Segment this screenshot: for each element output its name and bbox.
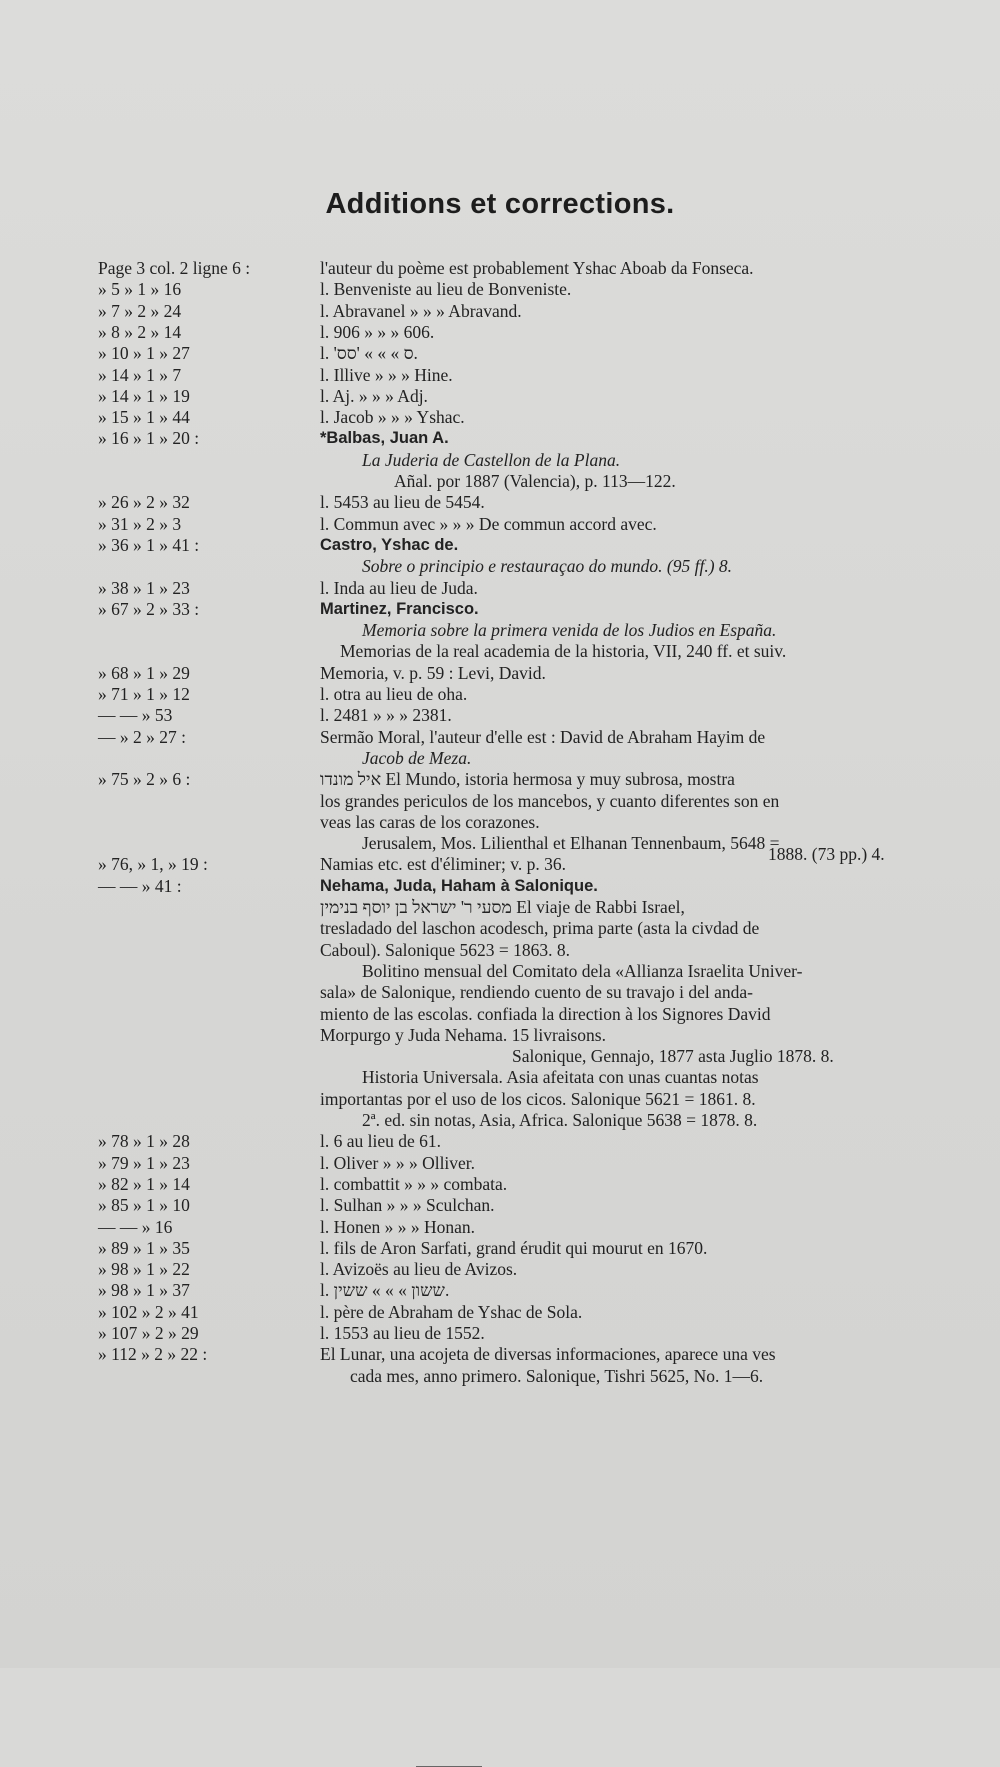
correction-text: l. Sulhan » » » Sculchan. [320,1195,495,1216]
correction-reference: » 5 » 1 » 16 [98,279,182,300]
correction-text: l. Abravanel » » » Abravand. [320,300,522,321]
correction-text: Bolitino mensual del Comitato dela «Allianza Israelita Univer- [362,960,803,981]
correction-reference: » 71 » 1 » 12 [98,684,190,704]
correction-line [98,640,958,662]
correction-line [98,342,958,364]
correction-reference: » 38 » 1 » 23 [98,577,190,598]
correction-line [98,1343,958,1365]
correction-text: l'auteur du poème est probablement Yshac Aboab da Fonseca. [320,258,754,278]
correction-reference: » 85 » 1 » 10 [98,1195,190,1216]
correction-reference: » 102 » 2 » 41 [98,1301,199,1322]
correction-line [98,491,958,513]
correction-line [98,513,958,535]
correction-line [98,981,958,1003]
correction-line [98,534,958,556]
correction-text: l. Commun avec » » » De commun accord avec. [320,513,657,534]
correction-text: l. Jacob » » » Yshac. [320,407,465,428]
correction-text: l. Oliver » » » Olliver. [320,1152,476,1173]
correction-reference: » 75 » 2 » 6 : [98,769,191,790]
correction-text: miento de las escolas. confiada la direction à los Signores David [320,1003,771,1024]
correction-text: l. Benveniste au lieu de Bonveniste. [320,279,572,300]
correction-text: tresladado del laschon acodesch, prima parte (asta la civdad de [320,918,760,939]
correction-line [98,385,958,407]
correction-text: l. 'ס » » » 'סס. [320,343,418,364]
correction-line [98,1088,958,1110]
correction-reference: » 82 » 1 » 14 [98,1173,190,1194]
correction-line [98,1216,958,1238]
correction-reference: » 31 » 2 » 3 [98,513,182,534]
correction-text: l. Aj. » » » Adj. [320,385,428,406]
correction-line [98,790,958,812]
correction-line [98,1194,958,1216]
correction-reference: » 89 » 1 » 35 [98,1237,190,1258]
correction-reference: » 7 » 2 » 24 [98,300,182,321]
correction-text: l. fils de Aron Sarfati, grand érudit qui mourut en 1670. [320,1237,708,1258]
correction-reference: » 98 » 1 » 22 [98,1259,190,1280]
correction-line [98,1301,958,1323]
correction-text: l. 906 » » » 606. [320,321,435,342]
correction-text: l. combattit » » » combata. [320,1173,508,1194]
correction-line [98,1024,958,1046]
correction-text: l. Illive » » » Hine. [320,364,453,385]
correction-text: El Lunar, una acojeta de diversas informaciones, aparece una ves [320,1344,776,1365]
correction-reference: Page 3 col. 2 ligne 6 : [98,258,251,278]
correction-text: Memoria, v. p. 59 : Levi, David. [320,662,546,683]
correction-text: Namias etc. est d'éliminer; v. p. 36. [320,854,566,875]
correction-reference: » 112 » 2 » 22 : [98,1344,208,1365]
correction-text: Memoria sobre la primera venida de los Judios en España. [362,620,777,641]
correction-text: *Balbas, Juan A. [320,429,449,448]
correction-line [98,1109,958,1131]
correction-reference: » 67 » 2 » 33 : [98,598,200,619]
correction-reference: — — » 53 [98,705,173,726]
correction-reference: » 14 » 1 » 19 [98,385,190,406]
correction-text: l. 1553 au lieu de 1552. [320,1323,485,1343]
correction-line [98,1130,958,1152]
correction-text: Morpurgo y Juda Nehama. 15 livraisons. [320,1024,606,1045]
correction-text: La Juderia de Castellon de la Plana. [362,449,621,470]
correction-reference: » 76, » 1, » 19 : [98,854,208,875]
correction-line [98,1322,958,1344]
correction-text: איל מונדו El Mundo, istoria hermosa y muy subrosa, mostra [320,769,735,790]
correction-line [98,704,958,726]
correction-line [98,747,958,769]
correction-text: Añal. por 1887 (Valencia), p. 113—122. [394,471,676,491]
correction-reference: » 107 » 2 » 29 [98,1323,199,1343]
page-title: Additions et corrections. [325,188,675,220]
correction-line [98,1066,958,1088]
correction-reference: — — » 41 : [98,875,182,896]
correction-line [98,1173,958,1195]
correction-reference: » 98 » 1 » 37 [98,1280,190,1301]
correction-text: Sobre o principio e restauraçao do mundo. (95 ff.) 8. [362,556,733,577]
correction-extra: 1888. (73 pp.) 4. [768,844,885,865]
correction-line [98,300,958,322]
correction-line [98,939,958,961]
correction-text: veas las caras de los corazones. [320,811,540,832]
correction-text: l. père de Abraham de Yshac de Sola. [320,1301,583,1322]
correction-text: Martinez, Francisco. [320,599,479,618]
correction-reference: » 8 » 2 » 14 [98,321,182,342]
correction-line [98,470,958,492]
correction-text: Nehama, Juda, Haham à Salonique. [320,876,598,895]
correction-line [98,1279,958,1301]
correction-text: sala» de Salonique, rendiendo cuento de su travajo i del anda- [320,982,753,1003]
correction-reference: » 14 » 1 » 7 [98,364,182,385]
correction-text: Memorias de la real academia de la historia, VII, 240 ff. et suiv. [340,641,787,662]
correction-line [98,811,958,833]
correction-text: los grandes periculos de los mancebos, y cuanto diferentes son en [320,790,780,811]
correction-line [98,619,958,641]
correction-line [98,321,958,343]
correction-line [98,577,958,599]
correction-line [98,257,958,279]
correction-line [98,683,958,705]
correction-text: Caboul). Salonique 5623 = 1863. 8. [320,939,570,960]
correction-reference: » 68 » 1 » 29 [98,662,190,683]
correction-text: Salonique, Gennajo, 1877 asta Juglio 1878. 8. [512,1046,834,1067]
correction-text: Sermão Moral, l'auteur d'elle est : David de Abraham Hayim de [320,726,766,747]
correction-text: מסעי ר' ישראל בן יוסף בנימין El viaje de Rabbi Israel, [320,897,685,917]
correction-line [98,875,958,897]
correction-text: Castro, Yshac de. [320,535,459,554]
correction-line [98,1237,958,1259]
correction-line [98,662,958,684]
correction-line [98,960,958,982]
correction-line [98,555,958,577]
correction-line [98,1003,958,1025]
correction-line [98,1365,958,1387]
correction-text: l. Honen » » » Honan. [320,1216,476,1237]
correction-line [98,1258,958,1280]
correction-line [98,427,958,449]
correction-text: l. Avizoës au lieu de Avizos. [320,1259,518,1280]
correction-reference: » 15 » 1 » 44 [98,407,190,428]
correction-text: l. 5453 au lieu de 5454. [320,492,485,513]
correction-line [98,1152,958,1174]
correction-reference: — » 2 » 27 : [98,726,186,747]
correction-line [98,768,958,790]
correction-text: Jacob de Meza. [362,747,472,768]
correction-text: l. 6 au lieu de 61. [320,1131,442,1152]
correction-text: l. otra au lieu de oha. [320,684,468,704]
correction-reference: » 16 » 1 » 20 : [98,428,200,449]
correction-line [98,726,958,748]
correction-reference: — — » 16 [98,1216,173,1237]
correction-text: Historia Universala. Asia afeitata con unas cuantas notas [362,1067,759,1088]
correction-text: importantas por el uso de los cicos. Salonique 5621 = 1861. 8. [320,1088,756,1109]
correction-text: l. ששון » » » ששין. [320,1280,450,1301]
correction-line [98,844,958,875]
correction-reference: » 36 » 1 » 41 : [98,534,200,555]
correction-text: l. Inda au lieu de Juda. [320,577,478,598]
correction-reference: » 26 » 2 » 32 [98,492,190,513]
correction-reference: » 10 » 1 » 27 [98,343,190,364]
correction-line [98,449,958,471]
correction-line [98,364,958,386]
correction-line [98,917,958,939]
correction-line [98,598,958,620]
correction-line [98,1045,958,1067]
correction-line [98,278,958,300]
correction-text: cada mes, anno primero. Salonique, Tishri 5625, No. 1—6. [350,1365,764,1386]
correction-reference: » 78 » 1 » 28 [98,1131,190,1152]
correction-text: Jerusalem, Mos. Lilienthal et Elhanan Tennenbaum, 5648 = [362,833,780,854]
correction-text: l. 2481 » » » 2381. [320,705,452,726]
correction-reference: » 79 » 1 » 23 [98,1152,190,1173]
correction-line [98,896,958,918]
correction-text: 2ª. ed. sin notas, Asia, Africa. Salonique 5638 = 1878. 8. [362,1110,758,1130]
correction-line [98,406,958,428]
